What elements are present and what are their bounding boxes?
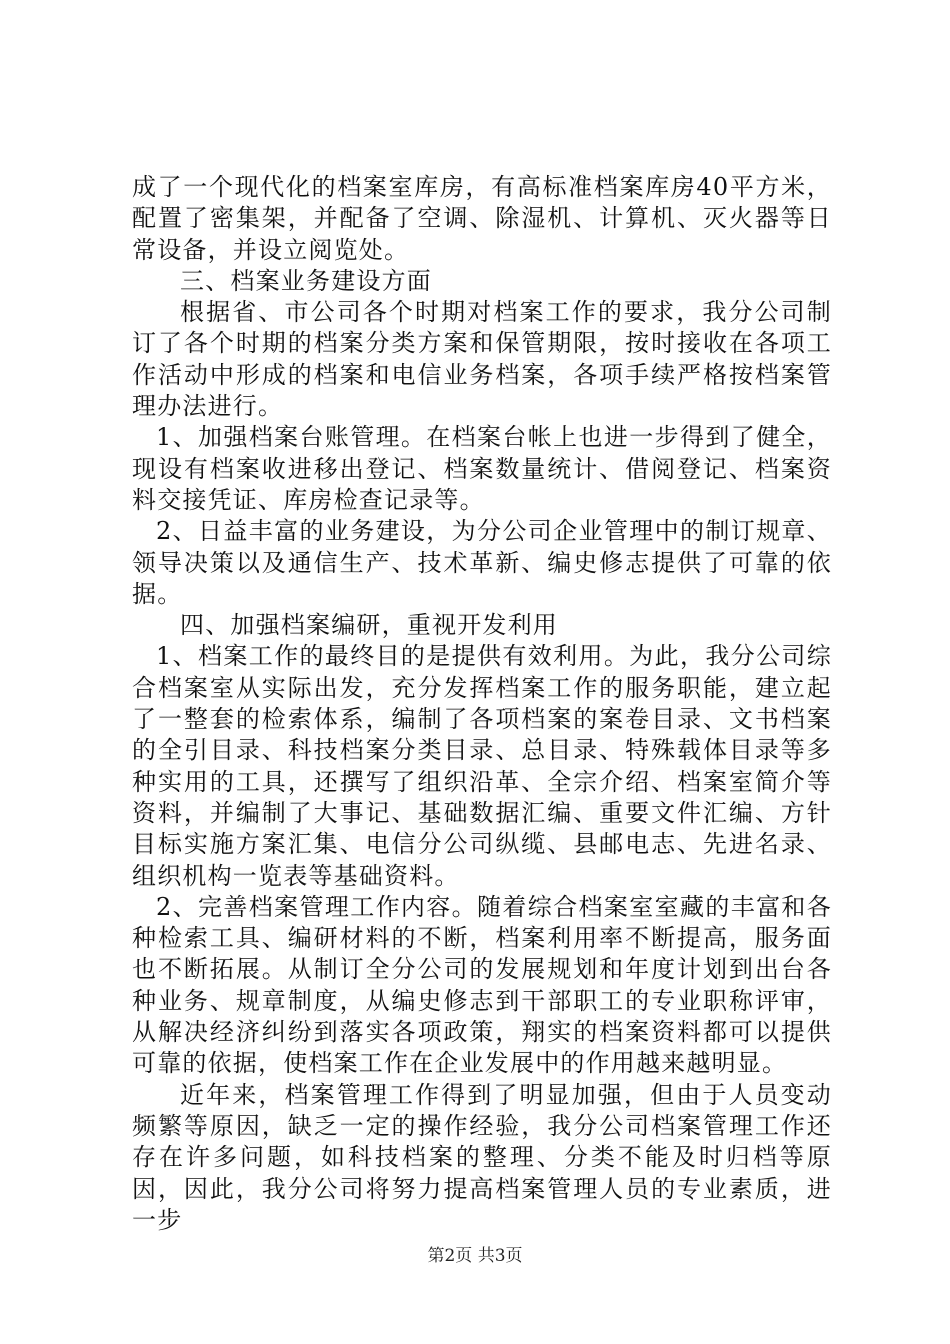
page-footer: 第2页 共3页	[427, 1246, 523, 1266]
section-heading-3: 三、档案业务建设方面	[180, 266, 432, 295]
paragraph: 近年来，档案管理工作得到了明显加强，但由于人员变动频繁等原因，缺乏一定的操作经验，我分公司档案管理工作还存在许多问题，如科技档案的整理、分类不能及时归档等原因，因此，我分公司将努力提高档案管理人员的专业素质，进一步	[132, 1080, 832, 1234]
paragraph: 2、日益丰富的业务建设，为分公司企业管理中的制订规章、领导决策以及通信生产、技术革新、编史修志提供了可靠的依据。	[132, 517, 832, 608]
paragraph: 1、档案工作的最终目的是提供有效利用。为此，我分公司综合档案室从实际出发，充分发挥档案工作的服务职能，建立起了一整套的检索体系，编制了各项档案的案卷目录、文书档案的全引目录、科技档案分类目录、总目录、特殊载体目录等多种实用的工具，还撰写了组织沿革、全宗介绍、档案室简介等资料，并编制了大事记、基础数据汇编、重要文件汇编、方针目标实施方案汇集、电信分公司纵缆、县邮电志、先进名录、组织机构一览表等基础资料。	[132, 642, 832, 890]
paragraph: 根据省、市公司各个时期对档案工作的要求，我分公司制订了各个时期的档案分类方案和保管期限，按时接收在各项工作活动中形成的档案和电信业务档案，各项手续严格按档案管理办法进行。	[132, 298, 832, 421]
document-body	[132, 172, 832, 1236]
paragraph: 1、加强档案台账管理。在档案台帐上也进一步得到了健全，现设有档案收进移出登记、档案数量统计、借阅登记、档案资料交接凭证、库房检查记录等。	[132, 423, 832, 514]
paragraph-continuation: 成了一个现代化的档案室库房，有高标准档案库房40平方米，配置了密集架，并配备了空调、除湿机、计算机、灭火器等日常设备，并设立阅览处。	[132, 173, 832, 264]
paragraph: 2、完善档案管理工作内容。随着综合档案室室藏的丰富和各种检索工具、编研材料的不断，档案利用率不断提高，服务面也不断拓展。从制订全分公司的发展规划和年度计划到出台各种业务、规章制度，从编史修志到干部职工的专业职称评审，从解决经济纠纷到落实各项政策，翔实的档案资料都可以提供可靠的依据，使档案工作在企业发展中的作用越来越明显。	[132, 892, 832, 1078]
section-heading-4: 四、加强档案编研，重视开发利用	[180, 611, 558, 640]
